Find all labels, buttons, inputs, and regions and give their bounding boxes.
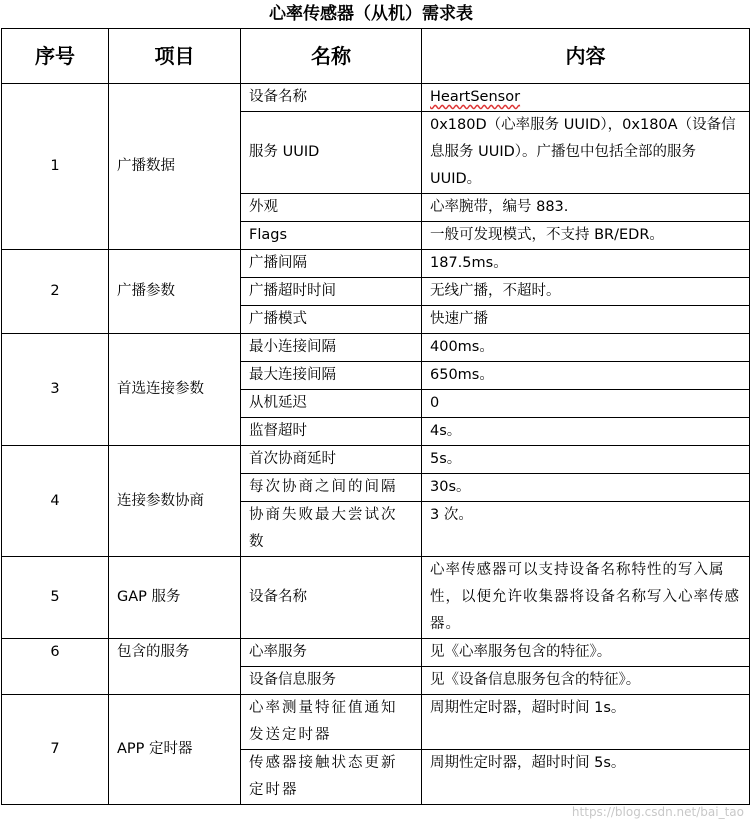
row-content: 4s。	[422, 418, 750, 446]
header-no: 序号	[2, 29, 109, 84]
row-name: 监督超时	[241, 418, 422, 446]
watermark: https://blog.csdn.net/bai_tao	[571, 805, 744, 819]
row-name: 从机延迟	[241, 390, 422, 418]
header-name: 名称	[241, 29, 422, 84]
row-content: 周期性定时器，超时时间 5s。	[422, 750, 750, 805]
row-content: 400ms。	[422, 334, 750, 362]
row-name: 协商失败最大尝试次数	[241, 502, 422, 557]
row-item: 广播数据	[109, 84, 241, 250]
table-row	[2, 84, 750, 112]
row-name: 每次协商之间的间隔	[241, 474, 422, 502]
table-row	[2, 557, 750, 639]
row-item: 包含的服务	[109, 639, 241, 695]
row-number: 7	[2, 695, 109, 805]
row-name: 广播模式	[241, 306, 422, 334]
row-content	[422, 84, 750, 112]
row-name: 服务 UUID	[241, 112, 422, 194]
table-row	[2, 446, 750, 474]
row-content: 见《心率服务包含的特征》。	[422, 639, 750, 667]
row-content: 650ms。	[422, 362, 750, 390]
row-content: 一般可发现模式，不支持 BR/EDR。	[422, 222, 750, 250]
row-name: 设备信息服务	[241, 667, 422, 695]
header-row	[2, 29, 750, 84]
row-name: Flags	[241, 222, 422, 250]
row-number: 6	[2, 639, 109, 695]
row-content: 无线广播，不超时。	[422, 278, 750, 306]
page-title: 心率传感器（从机）需求表	[269, 4, 473, 24]
row-name: 首次协商延时	[241, 446, 422, 474]
row-name: 传感器接触状态更新定时器	[241, 750, 422, 805]
row-item: 广播参数	[109, 250, 241, 334]
row-name: 心率服务	[241, 639, 422, 667]
device-name-value: HeartSensor	[430, 89, 521, 105]
row-name: 外观	[241, 194, 422, 222]
row-name: 设备名称	[241, 557, 422, 639]
row-content: 见《设备信息服务包含的特征》。	[422, 667, 750, 695]
row-name: 最小连接间隔	[241, 334, 422, 362]
row-content: 0	[422, 390, 750, 418]
row-number: 4	[2, 446, 109, 557]
row-number: 3	[2, 334, 109, 446]
row-content: 0x180D（心率服务 UUID），0x180A（设备信息服务 UUID）。广播包中包括全部的服务 UUID。	[422, 112, 750, 194]
header-content: 内容	[422, 29, 750, 84]
row-content: 3 次。	[422, 502, 750, 557]
row-name: 广播间隔	[241, 250, 422, 278]
row-item: 首选连接参数	[109, 334, 241, 446]
table-row	[2, 334, 750, 362]
row-content: 周期性定时器，超时时间 1s。	[422, 695, 750, 750]
row-name: 最大连接间隔	[241, 362, 422, 390]
row-item: APP 定时器	[109, 695, 241, 805]
row-content: 30s。	[422, 474, 750, 502]
row-name: 广播超时时间	[241, 278, 422, 306]
row-name: 设备名称	[241, 84, 422, 112]
row-number: 5	[2, 557, 109, 639]
row-item: GAP 服务	[109, 557, 241, 639]
row-content: 5s。	[422, 446, 750, 474]
row-content: 187.5ms。	[422, 250, 750, 278]
table-row	[2, 695, 750, 750]
table-row	[2, 250, 750, 278]
row-item: 连接参数协商	[109, 446, 241, 557]
table-row	[2, 639, 750, 667]
row-content: 心率腕带，编号 883.	[422, 194, 750, 222]
row-number: 1	[2, 84, 109, 250]
row-name: 心率测量特征值通知发送定时器	[241, 695, 422, 750]
row-content: 快速广播	[422, 306, 750, 334]
row-content: 心率传感器可以支持设备名称特性的写入属性，以便允许收集器将设备名称写入心率传感器。	[422, 557, 750, 639]
header-item: 项目	[109, 29, 241, 84]
row-number: 2	[2, 250, 109, 334]
requirements-table	[1, 28, 750, 805]
